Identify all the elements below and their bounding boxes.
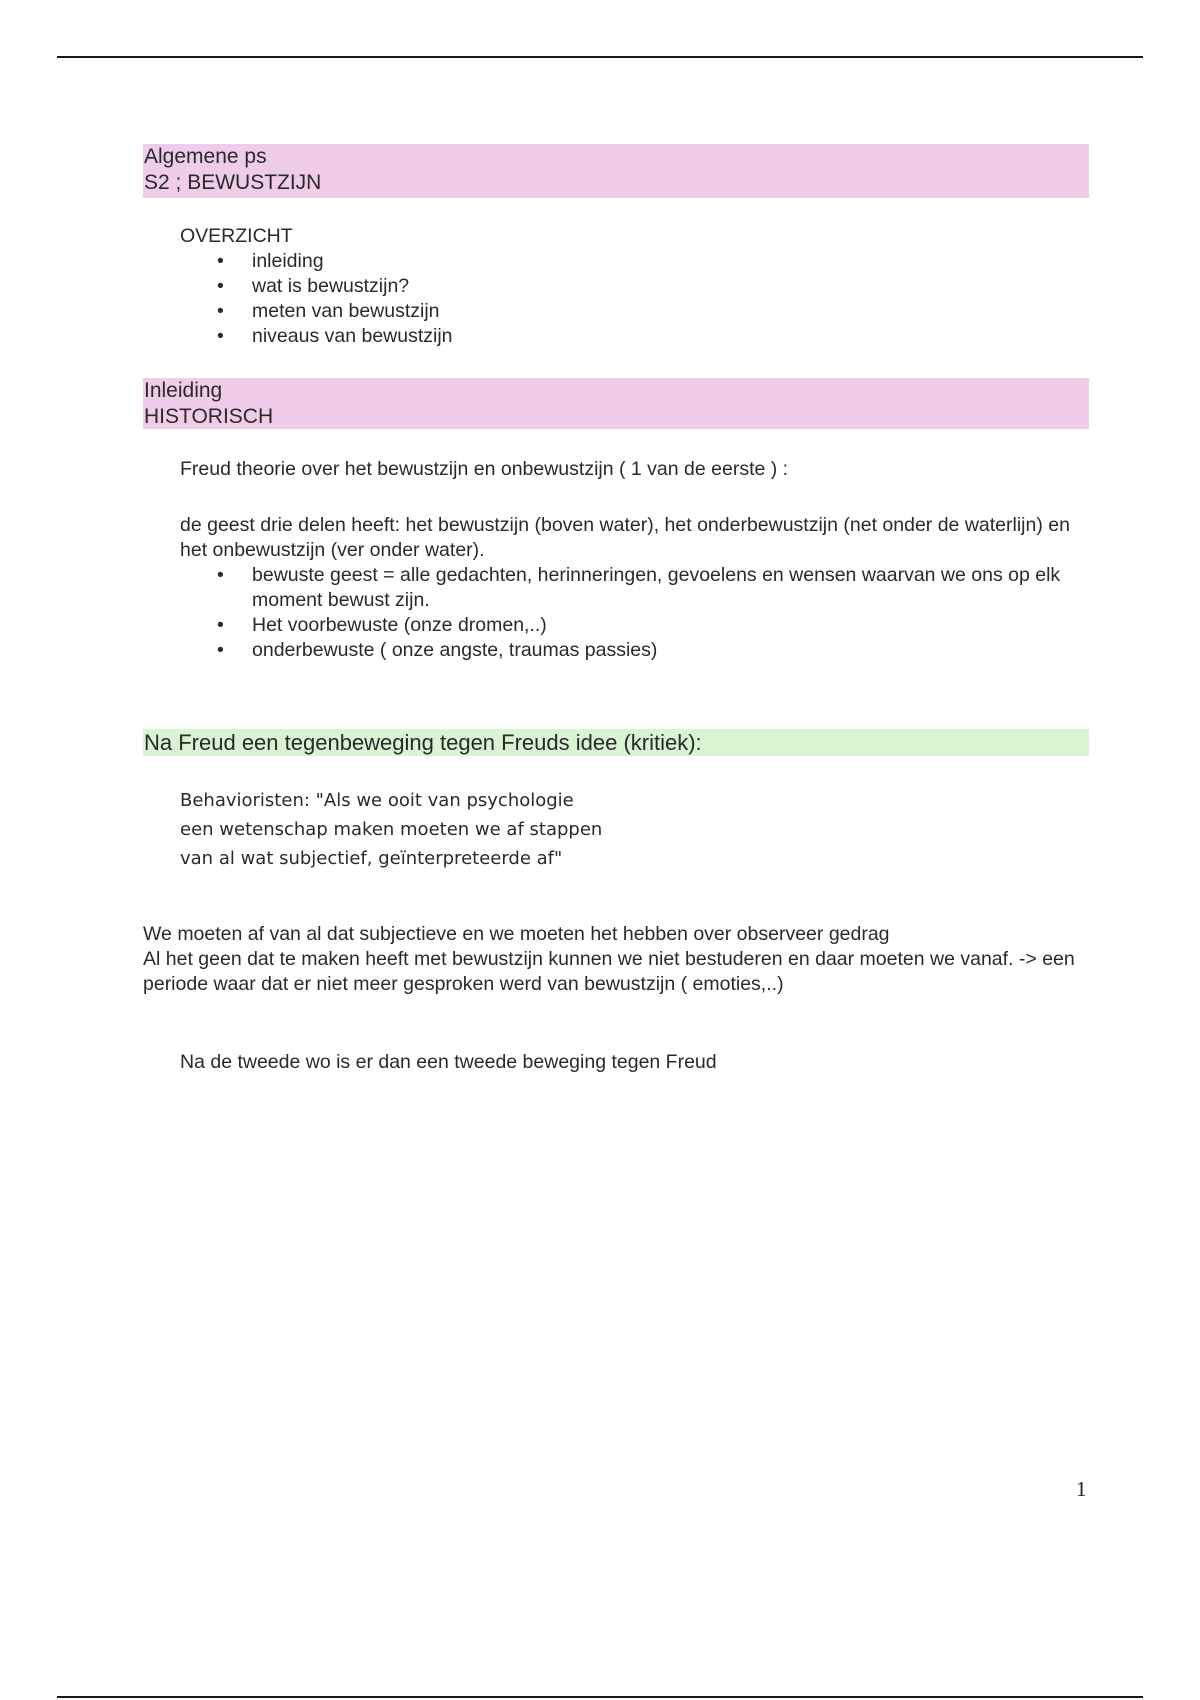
list-item-label: Het voorbewuste (onze dromen,..) [252, 614, 547, 636]
list-item-label: onderbewuste ( onze angste, traumas passies) [252, 639, 658, 661]
bullet-icon: • [217, 275, 224, 297]
bullet-icon: • [217, 564, 224, 586]
course-title: Algemene ps [144, 145, 267, 168]
bullet-icon: • [217, 639, 224, 661]
list-item [180, 299, 880, 324]
list-item-label: inleiding [252, 250, 324, 272]
overview-heading: OVERZICHT [180, 225, 293, 247]
freud-intro-paragraph: Freud theorie over het bewustzijn en onbewustzijn ( 1 van de eerste ) : [180, 458, 789, 480]
freud-list [180, 563, 1085, 663]
bullet-icon: • [217, 300, 224, 322]
freud-detail-section [180, 513, 1085, 663]
paragraph-line: Al het geen dat te maken heeft met bewustzijn kunnen we niet bestuderen en daar moeten we vanaf. -> een periode waar dat er niet meer gesproken werd van bewustzijn ( emoties,..) [143, 948, 1075, 995]
session-title: S2 ; BEWUSTZIJN [144, 171, 322, 194]
list-item-label: niveaus van bewustzijn [252, 325, 453, 347]
behaviorists-quote [180, 786, 680, 873]
paragraph-line: We moeten af van al dat subjectieve en we moeten het hebben over observeer gedrag [143, 923, 890, 945]
overview-list [180, 249, 880, 349]
bullet-icon: • [217, 614, 224, 636]
list-item [180, 324, 880, 349]
list-item [180, 249, 880, 274]
top-rule [57, 56, 1143, 58]
quote-line: een wetenschap maken moeten we af stappen [180, 819, 603, 840]
inleiding-band [143, 378, 1089, 429]
list-item [180, 638, 1085, 663]
list-item [180, 613, 1085, 638]
second-wave-paragraph: Na de tweede wo is er dan een tweede beweging tegen Freud [180, 1051, 717, 1073]
title-band [143, 144, 1089, 198]
list-item [180, 563, 1085, 613]
overview-section [180, 224, 880, 349]
section-title: Inleiding [144, 379, 223, 402]
list-item-label: meten van bewustzijn [252, 300, 440, 322]
quote-line: van al wat subjectief, geïnterpreteerde af" [180, 848, 563, 869]
list-item-label: wat is bewustzijn? [252, 275, 410, 297]
bullet-icon: • [217, 250, 224, 272]
bullet-icon: • [217, 325, 224, 347]
list-item-label: bewuste geest = alle gedachten, herinneringen, gevoelens en wensen waarvan we ons op elk moment bewust zijn. [252, 564, 1061, 611]
freud-detail-paragraph: de geest drie delen heeft: het bewustzijn (boven water), het onderbewustzijn (net onder de waterlijn) en het onbewustzijn (ver onder water). [180, 514, 1070, 561]
quote-line: Behavioristen: "Als we ooit van psychologie [180, 790, 574, 811]
list-item [180, 274, 880, 299]
bottom-rule [57, 1696, 1143, 1698]
subjective-paragraph [143, 922, 1093, 997]
page-number: 1 [1076, 1477, 1087, 1501]
section-heading: Na Freud een tegenbeweging tegen Freuds idee (kritiek): [144, 730, 702, 755]
section-subtitle: HISTORISCH [144, 405, 274, 428]
na-freud-band [143, 729, 1089, 756]
